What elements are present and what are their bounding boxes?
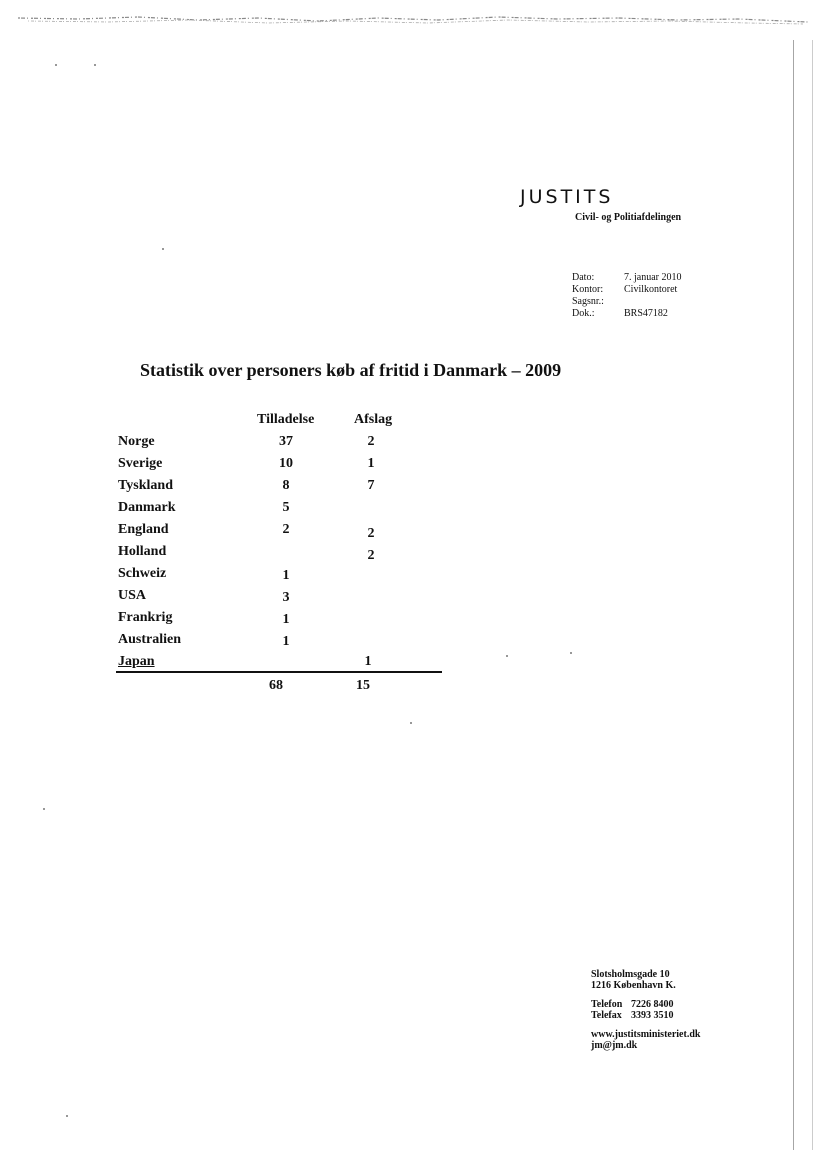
afslag-value: 1 xyxy=(367,456,375,471)
country-name: Sverige xyxy=(118,456,163,471)
scan-speck xyxy=(43,808,45,810)
afslag-value: 2 xyxy=(367,548,375,563)
tilladelse-value: 1 xyxy=(282,612,290,627)
scan-speck xyxy=(506,655,508,657)
scan-speck xyxy=(570,652,572,654)
country-name: Tyskland xyxy=(118,478,173,493)
table-row xyxy=(110,478,450,498)
tilladelse-value: 10 xyxy=(279,456,293,471)
tilladelse-value: 8 xyxy=(282,478,290,493)
address-street: Slotsholmsgade 10 xyxy=(591,969,670,980)
scan-speck xyxy=(94,64,96,66)
scan-edge-line xyxy=(793,40,794,1150)
fax-row xyxy=(591,1010,700,1021)
fax-label: Telefax xyxy=(591,1010,622,1021)
meta-value: BRS47182 xyxy=(624,308,668,319)
scan-edge-line-outer xyxy=(812,40,813,1150)
total-rule xyxy=(116,671,442,673)
scan-speck xyxy=(162,248,164,250)
country-name: Norge xyxy=(118,434,155,449)
afslag-value: 1 xyxy=(364,654,372,669)
table-row xyxy=(110,610,450,630)
meta-label: Sagsnr.: xyxy=(572,296,604,307)
address-city: 1216 København K. xyxy=(591,980,676,991)
ministry-address xyxy=(591,969,700,1051)
table-row xyxy=(110,434,450,454)
afslag-value: 2 xyxy=(367,434,375,449)
tilladelse-value: 1 xyxy=(282,634,290,649)
fax-number: 3393 3510 xyxy=(631,1010,674,1021)
tilladelse-value: 5 xyxy=(282,500,290,515)
total-afslag: 15 xyxy=(356,678,370,693)
table-row xyxy=(110,500,450,520)
country-name: USA xyxy=(118,588,147,603)
statistics-table xyxy=(110,406,450,706)
phone-row xyxy=(591,999,700,1010)
afslag-value: 2 xyxy=(367,526,375,541)
meta-label: Kontor: xyxy=(572,284,604,295)
total-tilladelse: 68 xyxy=(269,678,283,693)
country-name: England xyxy=(118,522,169,537)
meta-row-office xyxy=(572,284,682,296)
meta-row-case-number xyxy=(572,296,682,308)
meta-value: Civilkontoret xyxy=(624,284,678,295)
meta-row-document xyxy=(572,308,682,320)
document-meta xyxy=(572,272,682,320)
meta-value: 7. januar 2010 xyxy=(624,272,682,283)
column-header-afslag: Afslag xyxy=(354,412,393,427)
phone-label: Telefon xyxy=(591,999,623,1010)
table-row xyxy=(110,588,450,608)
afslag-value: 7 xyxy=(367,478,375,493)
table-row xyxy=(110,456,450,476)
website-link[interactable]: www.justitsministeriet.dk xyxy=(591,1029,701,1040)
totals-row xyxy=(110,678,450,698)
email-link[interactable]: jm@jm.dk xyxy=(591,1040,638,1051)
scan-speck xyxy=(55,64,57,66)
country-name: Danmark xyxy=(118,500,176,515)
phone-number: 7226 8400 xyxy=(631,999,674,1010)
country-name: Holland xyxy=(118,544,167,559)
tilladelse-value: 2 xyxy=(282,522,290,537)
tilladelse-value: 3 xyxy=(282,590,290,605)
meta-label: Dato: xyxy=(572,272,595,283)
country-name: Schweiz xyxy=(118,566,167,581)
ministry-name: JUSTITS xyxy=(520,186,614,208)
department-name: Civil- og Politiafdelingen xyxy=(575,212,682,223)
meta-row-date xyxy=(572,272,682,284)
scan-noise-strip xyxy=(18,14,808,34)
document-title: Statistik over personers køb af fritid i Danmark – 2009 xyxy=(140,360,562,380)
table-row xyxy=(110,632,450,652)
meta-label: Dok.: xyxy=(572,308,595,319)
country-name: Australien xyxy=(118,632,181,647)
scan-speck xyxy=(66,1115,68,1117)
scan-speck xyxy=(410,722,412,724)
tilladelse-value: 37 xyxy=(279,434,293,449)
country-name: Japan xyxy=(118,654,155,669)
table-row xyxy=(110,544,450,564)
tilladelse-value: 1 xyxy=(282,568,290,583)
country-name: Frankrig xyxy=(118,610,173,625)
column-header-tilladelse: Tilladelse xyxy=(257,412,315,427)
table-row xyxy=(110,522,450,542)
table-row xyxy=(110,566,450,586)
